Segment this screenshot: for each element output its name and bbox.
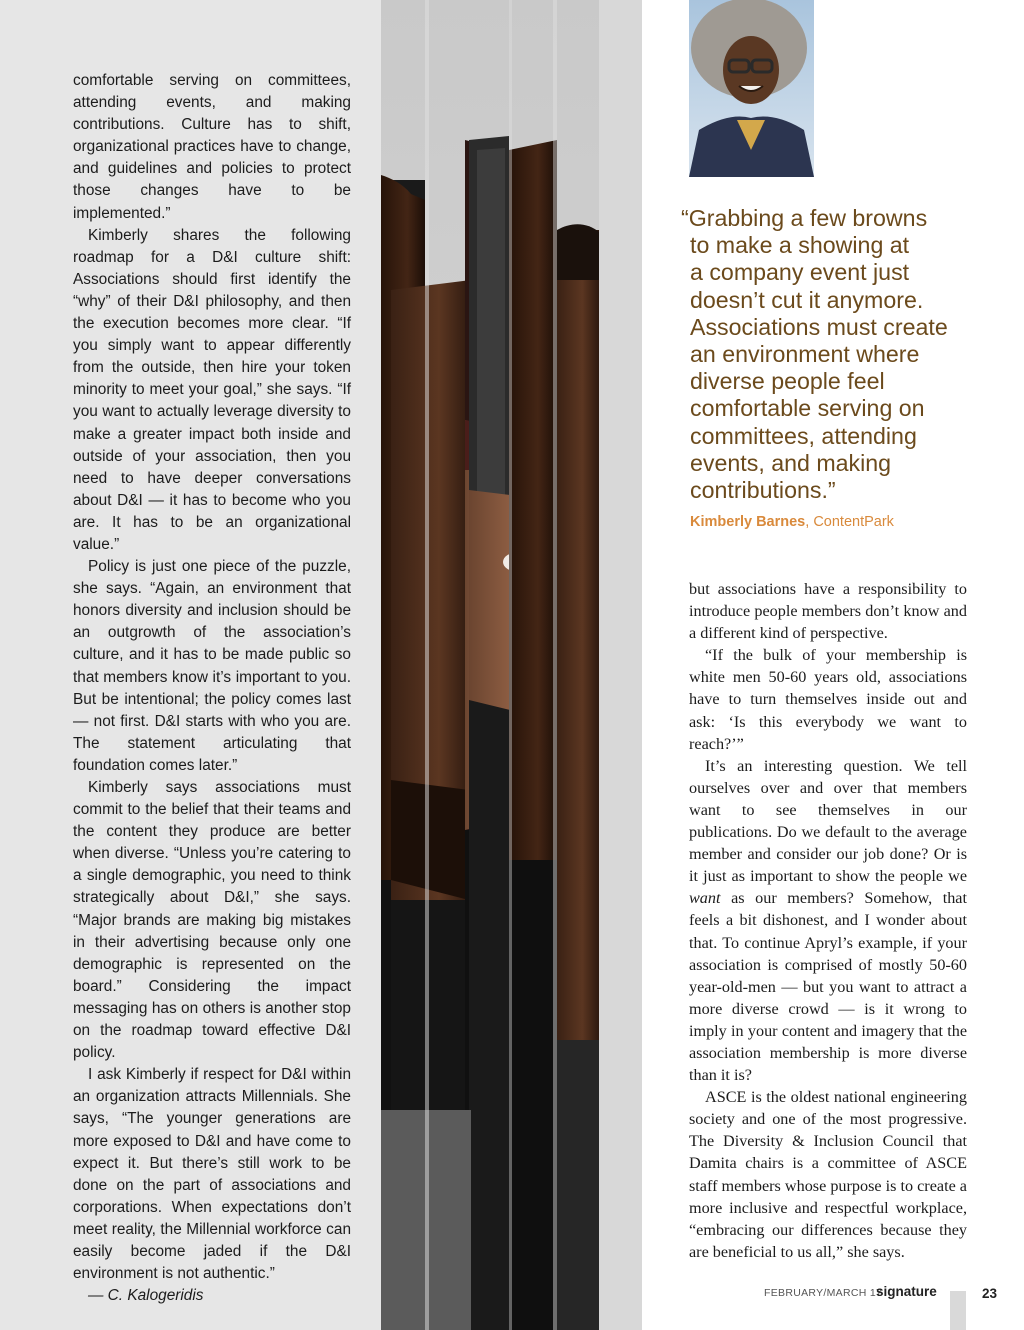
attribution-name: Kimberly Barnes: [690, 514, 806, 530]
right-column-text: [689, 578, 967, 1263]
pull-quote: [681, 205, 976, 504]
pull-quote-line: doesn’t cut it anymore.: [690, 286, 924, 313]
author-byline: — C. Kalogeridis: [88, 1287, 204, 1305]
face-collage-photo: [381, 0, 642, 1330]
footer-tab-marker: [950, 1291, 966, 1330]
pull-quote-line: comfortable serving on: [690, 395, 925, 422]
pull-quote-line: committees, attending: [690, 422, 917, 449]
left-paragraph: Kimberly says associations must commit to the belief that their teams and the content they produce are better when diverse. “Unless you’re catering to a single demographic, you need to think strategically about D&I,” she says. “Major brands are making big mistakes in their advertising because only one demographic is represented on the board.” Considering the impact messaging has on others is another stop on the roadmap toward effective D&I policy.: [73, 779, 351, 1062]
pull-quote-line: a company event just: [690, 259, 910, 286]
left-paragraph: Kimberly shares the following roadmap for a D&I culture shift: Associations should first identify the “why” of their D&I philosophy, and then the execution becomes more clear. “If you simply want to appear differently from the outside, then hire your token minority to meet your goal,” she says. “If you want to actually leverage diversity to make a greater impact both inside and outside of your association, then you need to have deeper conversations about D&I — it has to become who you are. It has to be an organizational value.”: [73, 226, 351, 553]
pull-quote-line: contributions.”: [690, 477, 836, 504]
page-number: 23: [982, 1286, 998, 1301]
pull-quote-line: events, and making: [690, 449, 892, 476]
pull-quote-attribution: [690, 514, 894, 530]
footer-issue-date: FEBRUARY/MARCH 17: [764, 1287, 883, 1299]
pull-quote-line: diverse people feel: [690, 368, 885, 395]
face-collage-illustration: [381, 0, 642, 1330]
emphasized-word: want: [689, 889, 721, 908]
pull-quote-line: “Grabbing a few browns: [681, 205, 928, 231]
kimberly-barnes-portrait: [689, 0, 814, 177]
right-paragraph: “If the bulk of your membership is white men 50-60 years old, associations have to turn themselves inside out and ask: ‘Is this everybody we want to reach?’”: [689, 646, 967, 753]
portrait-photo: [689, 0, 814, 177]
right-paragraph-text: It’s an interesting question. We tell ourselves over and over that members want to see themselves in our publications. Do we default to the average member and consider our job done? Or is it just as important to show the people we want as our members? Somehow, that feels a bit dishonest, and I wonder about that. To continue Apryl’s example, if your association is comprised of mostly 50-60 year-old-men — but you want to attract a more diverse crowd — is it wrong to imply in your content and imagery that the association membership is more diverse than it is?: [689, 756, 967, 1085]
pull-quote-line: Associations must create: [690, 313, 948, 340]
attribution-separator: ,: [805, 514, 814, 530]
left-paragraph: Policy is just one piece of the puzzle, she says. “Again, an environment that honors diversity and inclusion should be an outgrowth of the association’s culture, and it has to be made public so that members know it’s important to you. But be intentional; the policy comes last — not first. D&I starts with who you are. The statement articulating that foundation comes later.”: [73, 558, 351, 774]
left-paragraph: I ask Kimberly if respect for D&I within an organization attracts Millennials. She says, “The younger generations are more exposed to D&I and have come to expect it. But there’s still work to be done on the part of associations and corporations. When expectations don’t meet reality, the Millennial workforce can easily become jaded if the D&I environment is not authentic.”: [73, 1066, 351, 1283]
left-paragraph: comfortable serving on committees, attending events, and making contributions. Culture has to shift, organizational practices have to change, and guidelines and policies to protect those changes have to be implemented.”: [73, 72, 351, 222]
right-paragraph-with-emphasis: [689, 755, 967, 1086]
right-paragraph: ASCE is the oldest national engineering society and one of the most progressive. The Diversity & Inclusion Council that Damita chairs is a committee of ASCE staff members whose purpose is to create a more inclusive and respectful workplace, “embracing our differences because they are beneficial to us all,” she says.: [689, 1088, 967, 1261]
pull-quote-line: an environment where: [690, 341, 920, 368]
footer-magazine-name: signature: [876, 1284, 937, 1299]
left-column-text: [73, 70, 351, 1307]
pull-quote-line: to make a showing at: [690, 232, 910, 259]
right-paragraph: but associations have a responsibility to introduce people members don’t know and a different kind of perspective.: [689, 580, 967, 643]
attribution-organization: ContentPark: [813, 514, 894, 530]
